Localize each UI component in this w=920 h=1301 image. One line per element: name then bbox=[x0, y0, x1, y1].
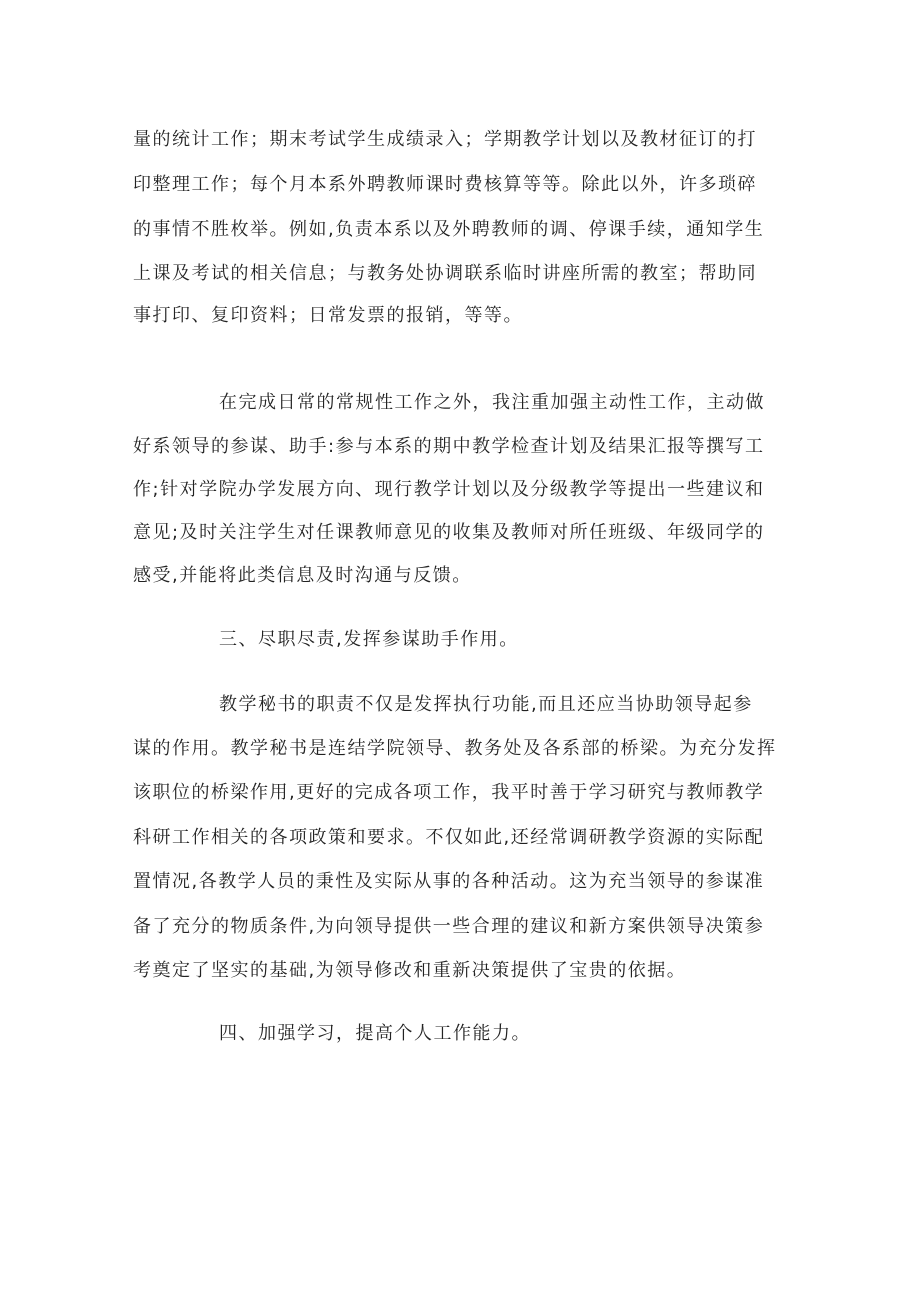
paragraph-line: 的事情不胜枚举。例如,负责本系以及外聘教师的调、停课手续，通知学生 bbox=[133, 219, 765, 240]
paragraph-line: 谋的作用。教学秘书是连结学院领导、教务处及各系部的桥梁。为充分发挥 bbox=[133, 738, 777, 759]
paragraph-line: 该职位的桥梁作用,更好的完成各项工作，我平时善于学习研究与教师教学 bbox=[133, 782, 765, 803]
paragraph-line: 意见;及时关注学生对任课教师意见的收集及教师对所任班级、年级同学的 bbox=[133, 522, 765, 543]
paragraph-line: 事打印、复印资料；日常发票的报销，等等。 bbox=[133, 305, 523, 326]
paragraph-line: 考奠定了坚实的基础,为领导修改和重新决策提供了宝贵的依据。 bbox=[133, 960, 687, 981]
paragraph-line: 备了充分的物质条件,为向领导提供一些合理的建议和新方案供领导决策参 bbox=[133, 916, 765, 937]
paragraph-line: 科研工作相关的各项政策和要求。不仅如此,还经常调研教学资源的实际配 bbox=[133, 827, 765, 848]
paragraph-line: 感受,并能将此类信息及时沟通与反馈。 bbox=[133, 565, 472, 586]
paragraph-line: 作;针对学院办学发展方向、现行教学计划以及分级教学等提出一些建议和 bbox=[133, 479, 765, 500]
paragraph-line: 上课及考试的相关信息；与教务处协调联系临时讲座所需的教室；帮助同 bbox=[133, 263, 757, 284]
paragraph-line: 教学秘书的职责不仅是发挥执行功能,而且还应当协助领导起参 bbox=[219, 694, 753, 715]
section-heading-3: 三、尽职尽责,发挥参谋助手作用。 bbox=[219, 629, 519, 650]
paragraph-line: 量的统计工作；期末考试学生成绩录入；学期教学计划以及教材征订的打 bbox=[133, 129, 757, 150]
section-heading-4: 四、加强学习，提高个人工作能力。 bbox=[219, 1023, 531, 1044]
paragraph-line: 在完成日常的常规性工作之外，我注重加强主动性工作，主动做 bbox=[219, 392, 765, 413]
paragraph-line: 好系领导的参谋、助手:参与本系的期中教学检查计划及结果汇报等撰写工 bbox=[133, 436, 765, 457]
paragraph-line: 印整理工作；每个月本系外聘教师课时费核算等等。除此以外，许多琐碎 bbox=[133, 174, 757, 195]
paragraph-line: 置情况,各教学人员的秉性及实际从事的各种活动。这为充当领导的参谋准 bbox=[133, 871, 765, 892]
